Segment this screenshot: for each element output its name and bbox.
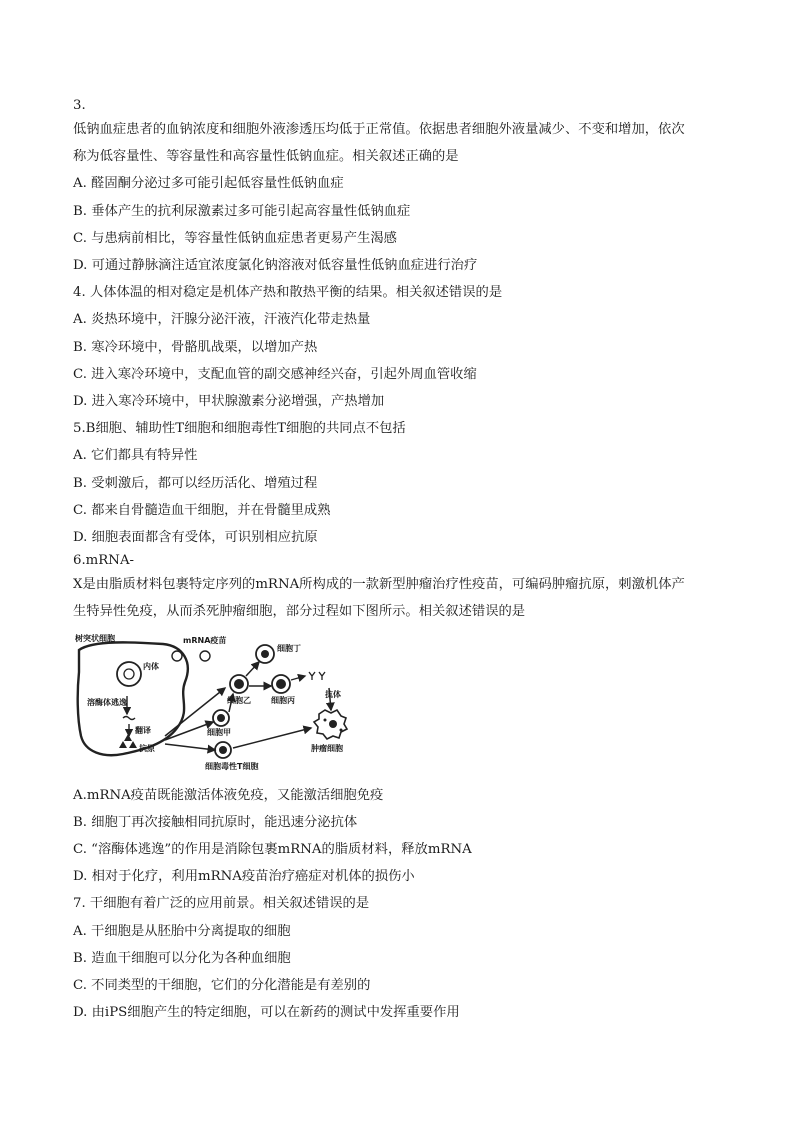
question-3	[73, 96, 733, 279]
label-tumor-cell: 肿瘤细胞	[311, 743, 343, 753]
label-endosome: 内体	[143, 661, 159, 671]
question-4-option-b: B. 寒冷环境中，骨骼肌战栗，以增加产热	[73, 339, 318, 355]
question-3-number: 3.	[73, 98, 86, 113]
question-4-option-c: C. 进入寒冷环境中，支配血管的副交感神经兴奋，引起外周血管收缩	[73, 366, 477, 382]
question-3-stem-line-2: 称为低容量性、等容量性和高容量性低钠血症。相关叙述正确的是	[73, 149, 459, 165]
question-7-option-d: D. 由iPS细胞产生的特定细胞，可以在新药的测试中发挥重要作用	[73, 1005, 460, 1021]
label-antibody: 抗体	[325, 689, 341, 699]
antibody-icons	[309, 672, 325, 680]
question-7-option-a: A. 干细胞是从胚胎中分离提取的细胞	[73, 923, 291, 939]
label-translation: 翻译	[135, 725, 151, 735]
label-cytotoxic-t-cell: 细胞毒性T细胞	[205, 761, 259, 771]
question-5-option-b: B. 受刺激后，都可以经历活化、增殖过程	[73, 475, 318, 491]
question-6-option-b: B. 细胞丁再次接触相同抗原时，能迅速分泌抗体	[73, 814, 358, 830]
question-5-option-a: A. 它们都具有特异性	[73, 448, 198, 464]
label-cell-ding: 细胞丁	[277, 643, 301, 653]
question-6	[73, 551, 733, 890]
question-4-stem: 4. 人体体温的相对稳定是机体产热和散热平衡的结果。相关叙述错误的是	[73, 285, 503, 301]
label-endosome-escape: 溶酶体逃逸	[87, 697, 127, 707]
vaccine-particle-icon	[200, 651, 210, 661]
label-antigen: 抗原	[139, 743, 155, 753]
question-3-stem-line-1: 低钠血症患者的血钠浓度和细胞外液渗透压均低于正常值。依据患者细胞外液量减少、不变和增加，依次	[73, 122, 685, 137]
label-cell-bing: 细胞丙	[271, 695, 295, 705]
label-dendritic-cell: 树突状细胞	[75, 633, 115, 643]
immune-response-diagram	[73, 632, 373, 774]
vaccine-particle-icon	[172, 651, 182, 661]
question-5-stem: 5.B细胞、辅助性T细胞和细胞毒性T细胞的共同点不包括	[73, 421, 406, 437]
label-cell-jia: 细胞甲	[207, 727, 231, 737]
question-7	[73, 890, 733, 1026]
endosome-shape	[117, 662, 141, 686]
question-6-stem-line-1: X是由脂质材料包裹特定序列的mRNA所构成的一款新型肿瘤治疗性疫苗，可编码肿瘤抗原，刺激机体产	[73, 577, 685, 593]
question-6-stem-line-2: 生特异性免疫，从而杀死肿瘤细胞，部分过程如下图所示。相关叙述错误的是	[73, 604, 526, 620]
question-3-option-d: D. 可通过静脉滴注适宜浓度氯化钠溶液对低容量性低钠血症进行治疗	[73, 258, 478, 274]
question-4-option-a: A. 炎热环境中，汗腺分泌汗液，汗液汽化带走热量	[73, 312, 371, 328]
question-3-option-a: A. 醛固酮分泌过多可能引起低容量性低钠血症	[73, 176, 344, 192]
question-4-option-d: D. 进入寒冷环境中，甲状腺激素分泌增强，产热增加	[73, 394, 385, 410]
question-6-option-d: D. 相对于化疗，利用mRNA疫苗治疗癌症对机体的损伤小	[73, 869, 415, 885]
question-4	[73, 279, 733, 415]
question-5-option-c: C. 都来自骨髓造血干细胞，并在骨髓里成熟	[73, 502, 331, 518]
question-7-option-b: B. 造血干细胞可以分化为各种血细胞	[73, 950, 291, 966]
question-5-option-d: D. 细胞表面都含有受体，可识别相应抗原	[73, 530, 318, 546]
label-cell-yi: 细胞乙	[227, 695, 251, 705]
question-6-option-c: C. “溶酶体逃逸”的作用是消除包裹mRNA的脂质材料，释放mRNA	[73, 842, 472, 858]
label-vaccine: mRNA疫苗	[183, 635, 227, 645]
question-3-option-c: C. 与患病前相比，等容量性低钠血症患者更易产生渴感	[73, 230, 397, 246]
antigen-triangles	[119, 734, 137, 748]
question-5	[73, 415, 733, 551]
question-7-option-c: C. 不同类型的干细胞，它们的分化潜能是有差别的	[73, 978, 371, 994]
question-7-stem: 7. 干细胞有着广泛的应用前景。相关叙述错误的是	[73, 896, 370, 912]
question-6-number: 6.mRNA-	[73, 553, 135, 569]
question-page	[73, 96, 733, 1026]
question-6-option-a: A.mRNA疫苗既能激活体液免疫，又能激活细胞免疫	[73, 787, 384, 803]
question-3-option-b: B. 垂体产生的抗利尿激素过多可能引起高容量性低钠血症	[73, 203, 411, 219]
